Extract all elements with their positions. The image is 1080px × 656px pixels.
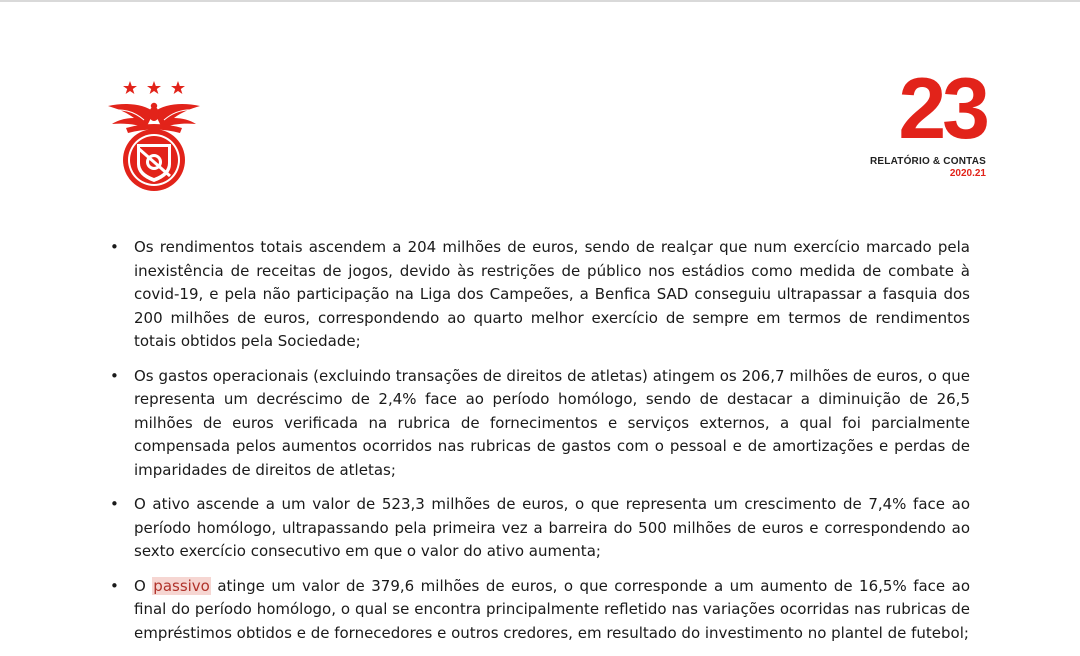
list-item: • Os rendimentos totais ascendem a 204 milhões de euros, sendo de realçar que num exercício marcado pela inexistência de receitas de jogos, devido às restrições de público nos estádios como medida de combate à covid-19, e pela não participação na Liga dos Campeões, a Benfica SAD conseguiu ultrapassar a fasquia dos 200 milhões de euros, correspondendo ao quarto melhor exercício de sempre em termos de rendimentos totais obtidos pela Sociedade; xyxy=(110,236,970,354)
list-item xyxy=(110,575,970,646)
page-header xyxy=(766,61,986,179)
bullet-list xyxy=(110,236,970,656)
star-icon xyxy=(171,81,185,94)
list-item-prefix: O xyxy=(134,576,153,595)
list-item: • Os gastos operacionais (excluindo transações de direitos de atletas) atingem os 206,7 milhões de euros, o que representa um decréscimo de 2,4% face ao período homólogo, sendo de destacar a diminuição de 26,5 milhões de euros verificada na rubrica de fornecimentos e serviços externos, a qual foi parcialmente compensada pelos aumentos ocorridos nas rubricas de gastos com o pessoal e de amortizações e perdas de imparidades de direitos de atletas; xyxy=(110,365,970,483)
list-item: • O ativo ascende a um valor de 523,3 milhões de euros, o que representa um crescimento de 7,4% face ao período homólogo, ultrapassando pela primeira vez a barreira do 500 milhões de euros e correspondendo ao sexto exercício consecutivo em que o valor do ativo aumenta; xyxy=(110,493,970,564)
page-top-divider xyxy=(0,0,1080,2)
star-icon xyxy=(123,81,137,94)
list-item-text: atinge um valor de 379,6 milhões de euros, o que corresponde a um aumento de 16,5% face ao final do período homólogo, o qual se encontra principalmente refletido nas variações ocorridas nas rubricas de empréstimos obtidos e de fornecedores e outros credores, em resultado do investimento no plantel de futebol; xyxy=(134,576,971,642)
report-year: 2020.21 xyxy=(949,168,986,179)
star-icon xyxy=(147,81,161,94)
page-number: 23 xyxy=(898,61,986,157)
club-crest-logo xyxy=(104,76,204,196)
highlighted-word[interactable]: passivo xyxy=(153,576,210,595)
report-title: RELATÓRIO & CONTAS xyxy=(869,156,986,167)
